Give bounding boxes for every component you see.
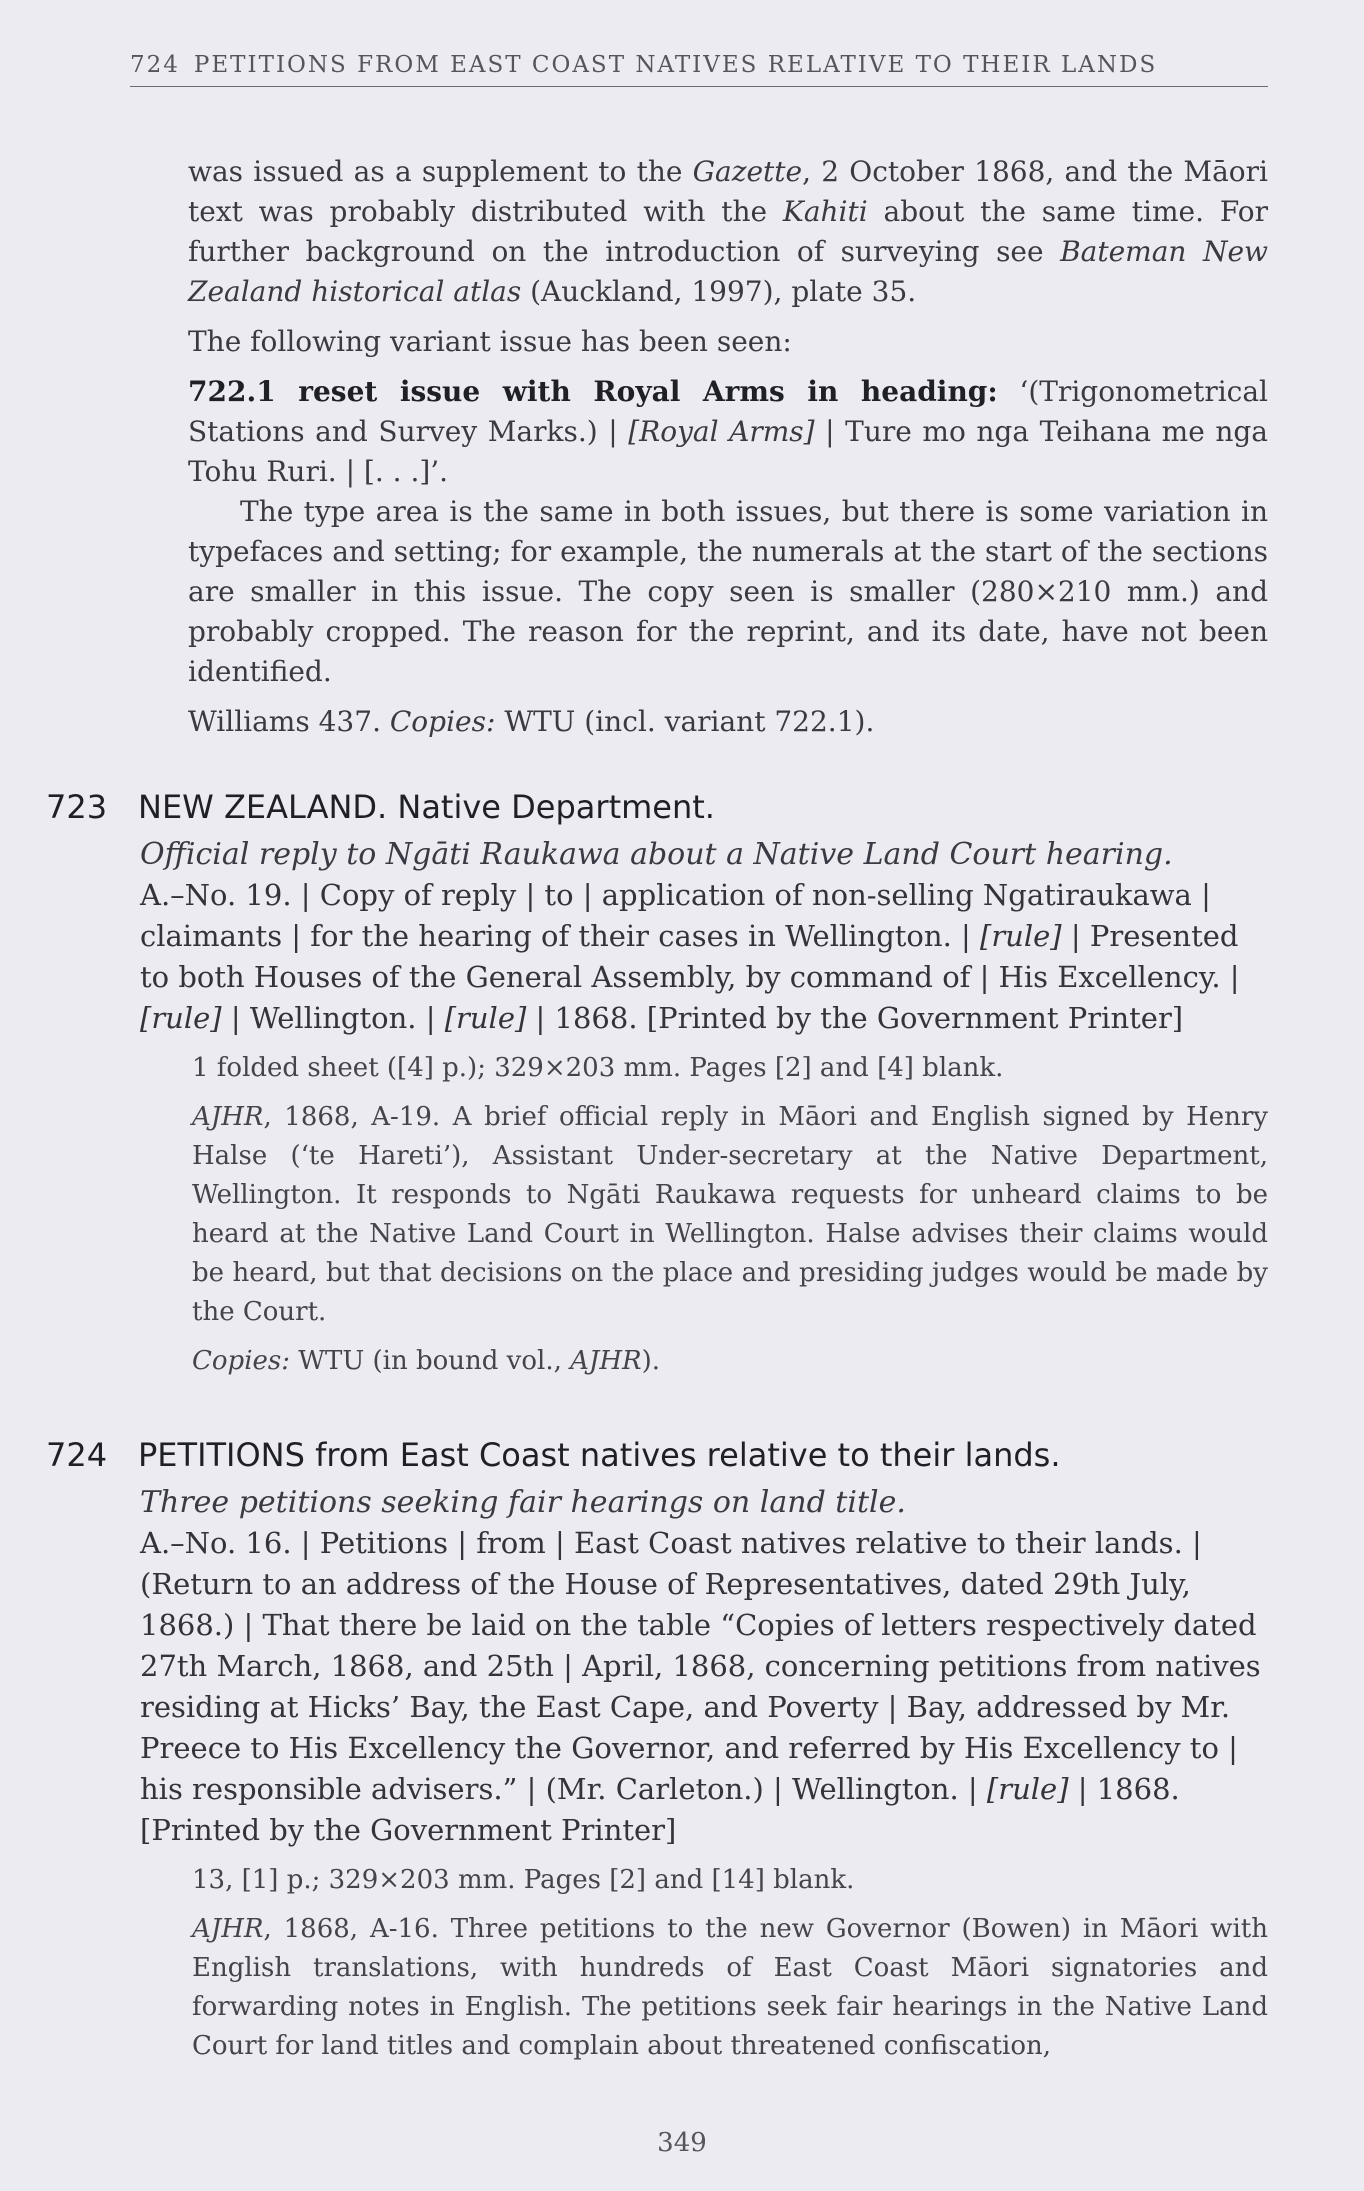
entry-724-title: PETITIONS from East Coast natives relative to their lands.	[138, 1436, 1061, 1474]
entry-723-note: AJHR, 1868, A-19. A brief official reply in Māori and English signed by Henry Halse (‘te Hareti’), Assistant Under-secretary at the Native Department, Wellington. It responds to Ngāti Raukawa requests for unheard claims to be heard at the Native Land Court in Wellington. Halse advises their claims would be heard, but that decisions on the place and presiding judges would be made by the Court.	[192, 1102, 1268, 1327]
entry-723-copies: Copies: WTU (in bound vol., AJHR).	[192, 1346, 660, 1376]
entry-724-body	[140, 1482, 1268, 2066]
entry-723-heading	[46, 788, 1286, 826]
running-head	[130, 52, 1268, 87]
entry-724-collation: 13, [1] p.; 329×203 mm. Pages [2] and [14] blank.	[192, 1865, 855, 1895]
paragraph-variant-722-1: 722.1 reset issue with Royal Arms in heading: ‘(Trigonometrical Stations and Survey Marks.) | [Royal Arms] | Ture mo nga Teihana me nga Tohu Ruri. | [. . .]’.	[188, 375, 1268, 488]
paragraph-issue-note: was issued as a supplement to the Gazette, 2 October 1868, and the Māori text was probably distributed with the Kahiti about the same time. For further background on the introduction of surveying see Bateman New Zealand historical atlas (Auckland, 1997), plate 35.	[188, 155, 1269, 308]
running-head-title: PETITIONS FROM EAST COAST NATIVES RELATIVE TO THEIR LANDS	[193, 52, 1158, 78]
entry-724-subtitle: Three petitions seeking fair hearings on land title.	[140, 1485, 906, 1520]
running-head-page-number: 724	[130, 52, 180, 78]
entry-723-body	[140, 834, 1268, 1381]
entry-723-number: 723	[46, 788, 108, 826]
paragraph-variant-description: The type area is the same in both issues, but there is some variation in typefaces and setting; for example, the numerals at the start of the sections are smaller in this issue. The copy seen is smaller (280×210 mm.) and probably cropped. The reason for the reprint, and its date, have not been identified.	[188, 495, 1268, 688]
entry-723-transcription: A.–No. 19. | Copy of reply | to | application of non-selling Ngatiraukawa | claimants | for the hearing of their cases in Wellington. | [rule] | Presented to both Houses of the General Assembly, by command of | His Excellency. | [rule] | Wellington. | [rule] | 1868. [Printed by the Government Printer]	[140, 878, 1240, 1035]
entry-724-number: 724	[46, 1436, 108, 1474]
entry-724-transcription: A.–No. 16. | Petitions | from | East Coast natives relative to their lands. | (Return to an address of the House of Representatives, dated 29th July, 1868.) | That there be laid on the table “Copies of letters respectively dated 27th March, 1868, and 25th | April, 1868, concerning petitions from natives residing at Hicks’ Bay, the East Cape, and Poverty | Bay, addressed by Mr. Preece to His Excellency the Governor, and referred by His Excellency to | his responsible advisers.” | (Mr. Carleton.) | Wellington. | [rule] | 1868. [Printed by the Government Printer]	[140, 1526, 1261, 1847]
entry-722-continuation	[188, 152, 1268, 742]
entry-723-collation: 1 folded sheet ([4] p.); 329×203 mm. Pages [2] and [4] blank.	[192, 1053, 1004, 1083]
entry-724-heading	[46, 1436, 1286, 1474]
paragraph-copies-722: Williams 437. Copies: WTU (incl. variant 722.1).	[188, 705, 875, 738]
entry-723-subtitle: Official reply to Ngāti Raukawa about a Native Land Court hearing.	[140, 837, 1173, 872]
page-folio: 349	[657, 2128, 707, 2158]
entry-724-note: AJHR, 1868, A-16. Three petitions to the new Governor (Bowen) in Māori with English translations, with hundreds of East Coast Māori signatories and forwarding notes in English. The petitions seek fair hearings in the Native Land Court for land titles and complain about threatened confiscation,	[192, 1914, 1268, 2061]
entry-723-title: NEW ZEALAND. Native Department.	[138, 788, 715, 826]
paragraph-variant-intro: The following variant issue has been seen:	[188, 325, 792, 358]
